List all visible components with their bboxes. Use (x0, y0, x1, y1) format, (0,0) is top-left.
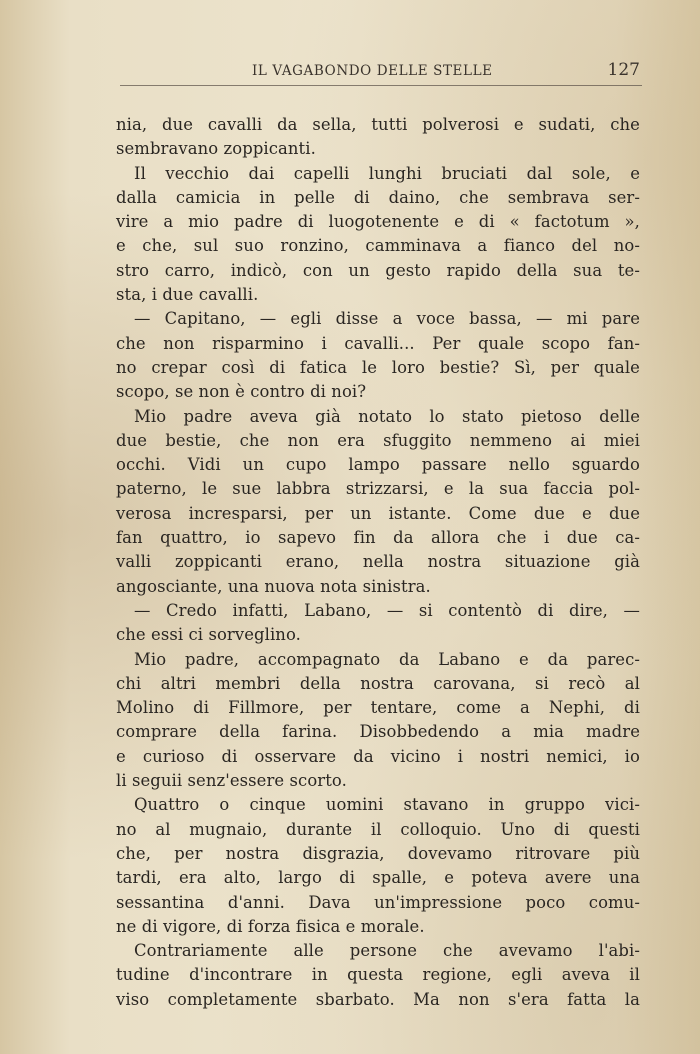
text-line: ne di vigore, di forza fisica e morale. (116, 916, 425, 936)
running-title: IL VAGABONDO DELLE STELLE (252, 63, 493, 79)
text-line: Il vecchio dai capelli lunghi bruciati dal sole, e (134, 163, 640, 183)
text-line: no al mugnaio, durante il colloquio. Uno di questi (116, 819, 640, 839)
text-line: due bestie, che non era sfuggito nemmeno ai miei (116, 430, 640, 450)
text-line: dalla camicia in pelle di daino, che sembrava ser- (116, 187, 640, 207)
text-line: Mio padre aveva già notato lo stato pietoso delle (134, 406, 640, 426)
text-line: occhi. Vidi un cupo lampo passare nello sguardo (116, 455, 640, 475)
text-line: Molino di Fillmore, per tentare, come a Nephi, di (116, 698, 640, 718)
text-line: no crepar così di fatica le loro bestie? Sì, per quale (116, 357, 640, 377)
text-line: Contrariamente alle persone che avevamo l'abi- (134, 941, 640, 961)
text-line: fan quattro, io sapevo fin da allora che i due ca- (116, 528, 640, 548)
text-line: tudine d'incontrare in questa regione, egli aveva il (116, 965, 640, 985)
text-line: scopo, se non è contro di noi? (116, 382, 367, 402)
text-line: vire a mio padre di luogotenente e di « factotum », (116, 212, 640, 232)
text-line: sembravano zoppicanti. (116, 139, 316, 159)
page-header (120, 58, 642, 84)
text-line: sta, i due cavalli. (116, 285, 259, 305)
text-line: che non risparmino i cavalli... Per quale scopo fan- (116, 333, 640, 353)
text-line: stro carro, indicò, con un gesto rapido della sua te- (116, 260, 640, 280)
text-line: sessantina d'anni. Dava un'impressione poco comu- (116, 892, 640, 912)
header-rule (120, 85, 642, 86)
text-line: angosciante, una nuova nota sinistra. (116, 576, 431, 596)
text-line: e che, sul suo ronzino, camminava a fianco del no- (116, 236, 640, 256)
text-line: — Capitano, — egli disse a voce bassa, — mi pare (134, 309, 640, 329)
text-line: e curioso di osservare da vicino i nostri nemici, io (116, 746, 640, 766)
text-line: viso completamente sbarbato. Ma non s'era fatta la (116, 989, 640, 1009)
text-line: — Credo infatti, Labano, — si contentò di dire, — (134, 600, 640, 620)
text-line: Mio padre, accompagnato da Labano e da parec- (134, 649, 640, 669)
text-line: comprare della farina. Disobbedendo a mia madre (116, 722, 640, 742)
text-line: nia, due cavalli da sella, tutti polverosi e sudati, che (116, 115, 640, 134)
text-line: che essi ci sorveglino. (116, 625, 301, 645)
text-line: verosa incresparsi, per un istante. Come due e due (116, 503, 640, 523)
text-line: che, per nostra disgrazia, dovevamo ritrovare più (116, 843, 640, 863)
body-text (116, 113, 640, 1012)
text-line: li seguii senz'essere scorto. (116, 771, 347, 791)
page-number: 127 (607, 60, 640, 80)
text-line: tardi, era alto, largo di spalle, e poteva avere una (116, 868, 640, 888)
text-line: valli zoppicanti erano, nella nostra situazione già (116, 552, 640, 572)
text-line: Quattro o cinque uomini stavano in gruppo vici- (134, 795, 640, 815)
text-line: chi altri membri della nostra carovana, si recò al (116, 673, 640, 693)
text-line: paterno, le sue labbra strizzarsi, e la sua faccia pol- (116, 479, 640, 499)
